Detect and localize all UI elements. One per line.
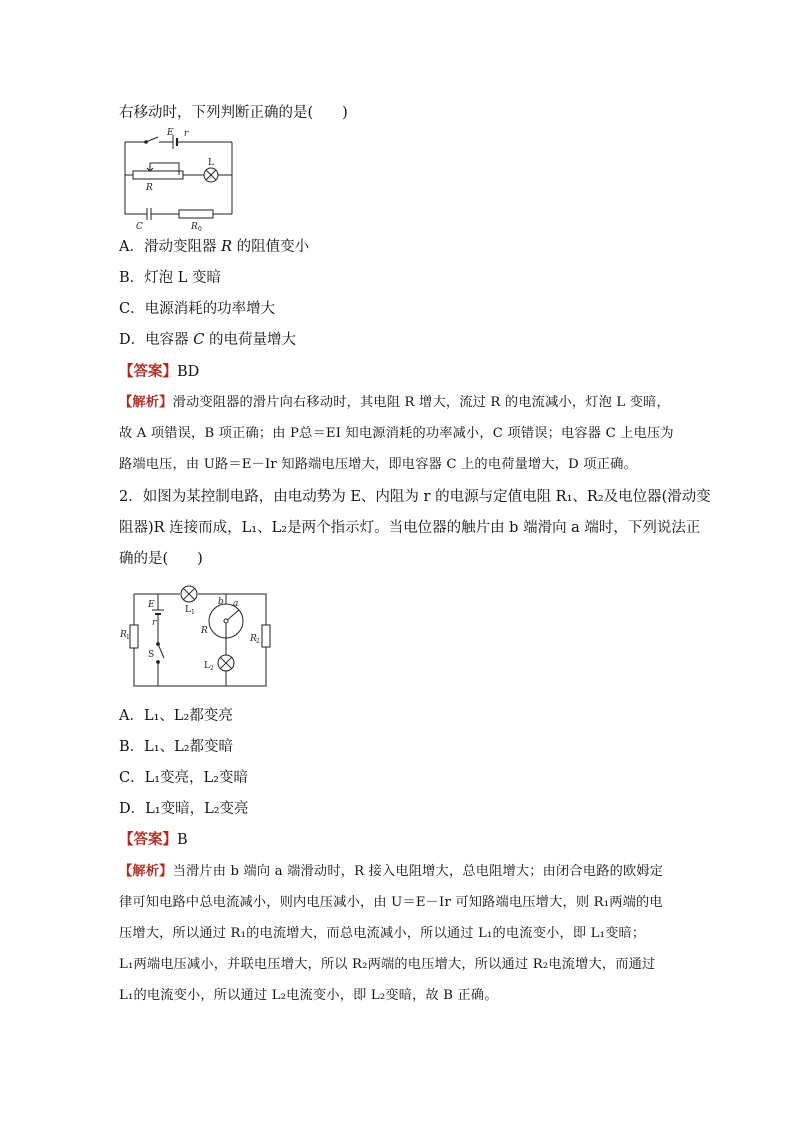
q2-label-R1: R bbox=[120, 630, 127, 640]
q2-label-L2: L bbox=[204, 661, 210, 671]
q2-stem-line-2: 阻器)R 连接而成，L₁、L₂是两个指示灯。当电位器的触片由 b 端滑向 a 端时，下列说法正 bbox=[119, 520, 701, 536]
q2-label-L1-sub: 1 bbox=[191, 609, 195, 616]
q2-answer: 【答案】B bbox=[119, 831, 188, 848]
q1-circuit-diagram bbox=[119, 128, 239, 232]
q1-option-b: B．灯泡 L 变暗 bbox=[119, 270, 222, 286]
q2-option-d: D．L₁变暗，L₂变亮 bbox=[119, 801, 249, 817]
q2-label-r: r bbox=[152, 618, 157, 628]
q1-analysis-line-3: 路端电压，由 U路＝E－Ir 知路端电压增大，即电容器 C 上的电荷量增大，D 项正确。 bbox=[119, 457, 637, 472]
q2-label-E: E bbox=[148, 600, 155, 610]
q2-label-S: S bbox=[148, 650, 155, 660]
q2-label-b: b bbox=[218, 597, 224, 607]
q1-option-d: D．电容器 C 的电荷量增大 bbox=[119, 332, 296, 348]
analysis-tag: 【解析】 bbox=[119, 395, 173, 410]
q2-label-L1: L bbox=[185, 605, 191, 615]
q2-circuit-diagram bbox=[117, 580, 277, 692]
q1-label-R0: R bbox=[191, 222, 198, 232]
q2-stem-line-1: 2．如图为某控制电路，由电动势为 E、内阻为 r 的电源与定值电阻 R₁、R₂及电位器(滑动变 bbox=[119, 489, 711, 505]
q2-label-a: a bbox=[233, 599, 239, 609]
q2-analysis-line-5: L₁的电流变小，所以通过 L₂电流变小，即 L₂变暗，故 B 正确。 bbox=[119, 988, 498, 1003]
q1-label-R: R bbox=[146, 183, 153, 193]
q2-option-a: A．L₁、L₂都变亮 bbox=[119, 708, 233, 724]
q2-option-c: C．L₁变亮，L₂变暗 bbox=[119, 770, 248, 786]
q1-label-r: r bbox=[184, 129, 189, 139]
q2-option-b: B．L₁、L₂都变暗 bbox=[119, 739, 234, 755]
q1-option-c: C．电源消耗的功率增大 bbox=[119, 301, 276, 317]
q1-label-E: E bbox=[167, 128, 174, 138]
q1-answer: 【答案】BD bbox=[119, 363, 200, 380]
q2-analysis-line-2: 律可知电路中总电流减小，则内电压减小，由 U＝E－Ir 可知路端电压增大，则 R₁两端的电 bbox=[119, 895, 663, 910]
q1-label-C: C bbox=[136, 222, 143, 232]
q2-analysis-line-1: 【解析】当滑片由 b 端向 a 端滑动时，R 接入电阻增大，总电阻增大；由闭合电路的欧姆定 bbox=[119, 864, 664, 879]
q1-label-R0-sub: 0 bbox=[198, 226, 202, 232]
analysis-tag: 【解析】 bbox=[119, 864, 173, 879]
q2-label-L2-sub: 2 bbox=[210, 665, 214, 672]
q2-label-R2: R bbox=[250, 634, 257, 644]
q1-analysis-line-2: 故 A 项错误，B 项正确；由 P总＝EI 知电源消耗的功率减小，C 项错误；电容器 C 上电压为 bbox=[119, 426, 674, 441]
q1-label-L: L bbox=[208, 158, 214, 168]
q2-analysis-line-4: L₁两端电压减小，并联电压增大，所以 R₂两端的电压增大，所以通过 R₂电流增大，而通过 bbox=[119, 957, 656, 972]
q2-analysis-line-3: 压增大，所以通过 R₁的电流增大，而总电流减小，所以通过 L₁的电流变小，即 L₁变暗； bbox=[119, 926, 646, 941]
answer-tag: 【答案】 bbox=[119, 831, 177, 848]
q1-analysis-line-1: 【解析】滑动变阻器的滑片向右移动时，其电阻 R 增大，流过 R 的电流减小，灯泡 L 变暗， bbox=[119, 395, 670, 410]
q2-label-R: R bbox=[201, 626, 208, 636]
q2-label-R1-sub: 1 bbox=[126, 634, 130, 641]
q1-option-a: A．滑动变阻器 R 的阻值变小 bbox=[119, 239, 310, 255]
q1-stem: 右移动时，下列判断正确的是( ) bbox=[119, 105, 348, 121]
q2-stem-line-3: 确的是( ) bbox=[119, 551, 203, 567]
answer-tag: 【答案】 bbox=[119, 363, 177, 380]
q2-label-R2-sub: 2 bbox=[256, 638, 260, 645]
